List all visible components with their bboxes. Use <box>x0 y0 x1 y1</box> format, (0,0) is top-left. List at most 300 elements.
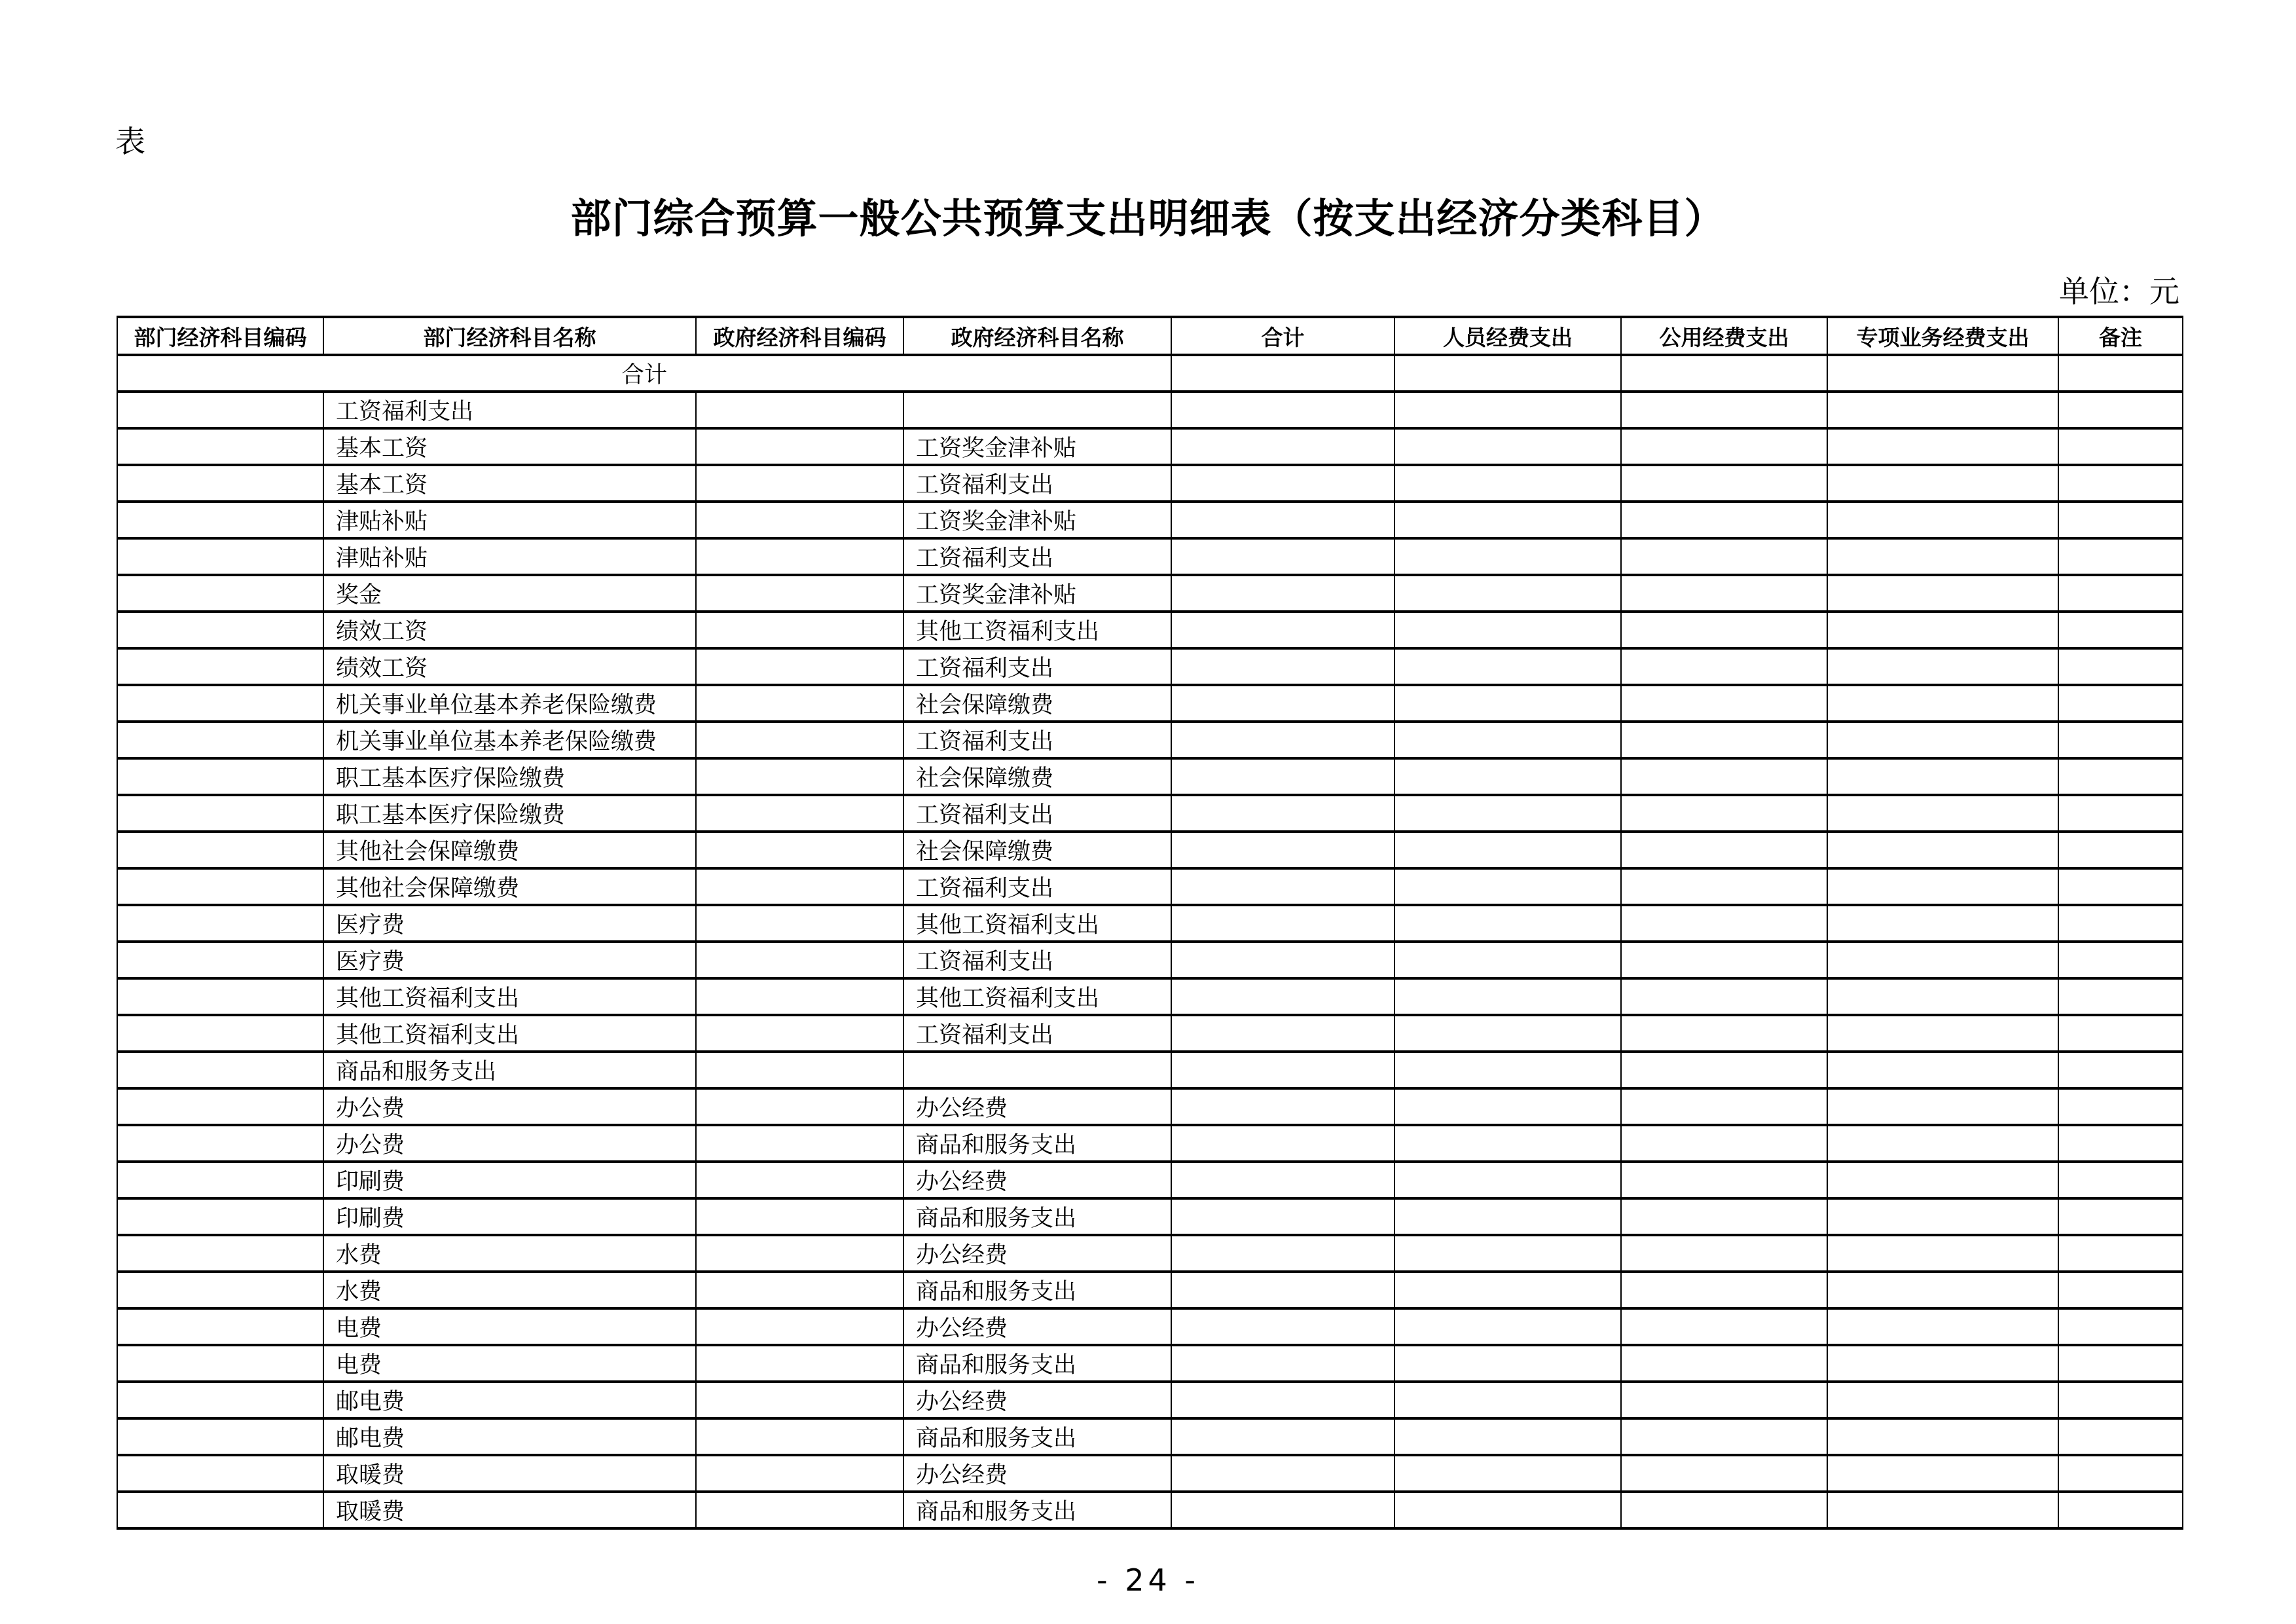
dept-name-cell: 其他社会保障缴费 <box>323 832 696 868</box>
public-expense-cell <box>1621 722 1827 758</box>
remark-cell <box>2058 942 2183 978</box>
gov-code-cell <box>696 1088 903 1125</box>
personnel-expense-cell <box>1394 612 1621 648</box>
gov-name-cell: 办公经费 <box>903 1235 1171 1272</box>
table-row <box>117 1088 2183 1125</box>
personnel-expense-cell <box>1394 685 1621 722</box>
personnel-expense-cell <box>1394 1382 1621 1418</box>
dept-code-cell <box>117 685 323 722</box>
public-expense-header: 公用经费支出 <box>1621 317 1827 355</box>
special-expense-cell <box>1827 868 2058 905</box>
table-row <box>117 1455 2183 1492</box>
total-amount-cell <box>1171 1052 1394 1088</box>
dept-code-cell <box>117 1162 323 1198</box>
personnel-expense-cell <box>1394 1162 1621 1198</box>
public-expense-cell <box>1621 428 1827 465</box>
dept-code-cell <box>117 942 323 978</box>
gov-name-cell: 社会保障缴费 <box>903 832 1171 868</box>
remark-header: 备注 <box>2058 317 2183 355</box>
total-amount-cell <box>1171 1455 1394 1492</box>
table-row <box>117 502 2183 538</box>
special-expense-cell <box>1827 758 2058 795</box>
remark-cell <box>2058 905 2183 942</box>
special-expense-cell <box>1827 1015 2058 1052</box>
remark-cell <box>2058 1088 2183 1125</box>
personnel-expense-cell <box>1394 1198 1621 1235</box>
personnel-expense-cell <box>1394 1125 1621 1162</box>
dept-name-cell: 机关事业单位基本养老保险缴费 <box>323 722 696 758</box>
dept-code-cell <box>117 392 323 428</box>
public-expense-cell <box>1621 1455 1827 1492</box>
table-row <box>117 1125 2183 1162</box>
table-row <box>117 868 2183 905</box>
dept-code-cell <box>117 538 323 575</box>
remark-cell <box>2058 1492 2183 1528</box>
remark-cell <box>2058 355 2183 392</box>
dept-code-cell <box>117 722 323 758</box>
public-expense-cell <box>1621 1125 1827 1162</box>
public-expense-cell <box>1621 942 1827 978</box>
special-expense-header: 专项业务经费支出 <box>1827 317 2058 355</box>
total-amount-cell <box>1171 1015 1394 1052</box>
total-amount-cell <box>1171 465 1394 502</box>
dept-code-header: 部门经济科目编码 <box>117 317 323 355</box>
gov-code-cell <box>696 575 903 612</box>
public-expense-cell <box>1621 648 1827 685</box>
personnel-expense-cell <box>1394 978 1621 1015</box>
public-expense-cell <box>1621 832 1827 868</box>
dept-code-cell <box>117 795 323 832</box>
remark-cell <box>2058 868 2183 905</box>
table-row <box>117 392 2183 428</box>
remark-cell <box>2058 1345 2183 1382</box>
table-row <box>117 978 2183 1015</box>
table-row <box>117 905 2183 942</box>
table-row <box>117 1272 2183 1308</box>
total-amount-cell <box>1171 978 1394 1015</box>
gov-name-cell: 办公经费 <box>903 1162 1171 1198</box>
dept-code-cell <box>117 1345 323 1382</box>
total-label-cell: 合计 <box>117 355 1171 392</box>
table-row <box>117 758 2183 795</box>
dept-code-cell <box>117 1125 323 1162</box>
special-expense-cell <box>1827 1162 2058 1198</box>
page-number: - 24 - <box>1097 1562 1199 1598</box>
total-amount-cell <box>1171 795 1394 832</box>
special-expense-cell <box>1827 1198 2058 1235</box>
special-expense-cell <box>1827 1345 2058 1382</box>
dept-name-cell: 印刷费 <box>323 1162 696 1198</box>
dept-name-cell: 基本工资 <box>323 428 696 465</box>
special-expense-cell <box>1827 392 2058 428</box>
special-expense-cell <box>1827 575 2058 612</box>
personnel-expense-cell <box>1394 942 1621 978</box>
dept-code-cell <box>117 428 323 465</box>
special-expense-cell <box>1827 832 2058 868</box>
gov-code-cell <box>696 795 903 832</box>
public-expense-cell <box>1621 502 1827 538</box>
total-amount-cell <box>1171 1088 1394 1125</box>
table-row <box>117 428 2183 465</box>
table-row <box>117 1308 2183 1345</box>
special-expense-cell <box>1827 1455 2058 1492</box>
table-row <box>117 685 2183 722</box>
gov-name-cell: 商品和服务支出 <box>903 1492 1171 1528</box>
special-expense-cell <box>1827 685 2058 722</box>
gov-name-cell: 工资福利支出 <box>903 868 1171 905</box>
dept-name-cell: 办公费 <box>323 1125 696 1162</box>
dept-name-cell: 津贴补贴 <box>323 502 696 538</box>
table-row <box>117 1015 2183 1052</box>
gov-code-cell <box>696 612 903 648</box>
public-expense-cell <box>1621 978 1827 1015</box>
remark-cell <box>2058 392 2183 428</box>
public-expense-cell <box>1621 758 1827 795</box>
dept-name-cell: 邮电费 <box>323 1382 696 1418</box>
total-row <box>117 355 2183 392</box>
gov-name-cell: 商品和服务支出 <box>903 1198 1171 1235</box>
personnel-expense-cell <box>1394 1235 1621 1272</box>
gov-name-cell: 工资福利支出 <box>903 1015 1171 1052</box>
total-amount-cell <box>1171 1235 1394 1272</box>
dept-name-cell: 其他工资福利支出 <box>323 978 696 1015</box>
total-amount-cell <box>1171 942 1394 978</box>
budget-table <box>117 316 2183 1530</box>
dept-code-cell <box>117 1308 323 1345</box>
table-row <box>117 465 2183 502</box>
dept-name-cell: 其他社会保障缴费 <box>323 868 696 905</box>
special-expense-cell <box>1827 1125 2058 1162</box>
remark-cell <box>2058 1455 2183 1492</box>
remark-cell <box>2058 685 2183 722</box>
public-expense-cell <box>1621 795 1827 832</box>
dept-name-cell: 取暖费 <box>323 1455 696 1492</box>
gov-name-cell: 商品和服务支出 <box>903 1125 1171 1162</box>
dept-name-cell: 工资福利支出 <box>323 392 696 428</box>
total-amount-cell <box>1171 502 1394 538</box>
dept-code-cell <box>117 575 323 612</box>
dept-code-cell <box>117 1235 323 1272</box>
public-expense-cell <box>1621 1418 1827 1455</box>
personnel-expense-cell <box>1394 465 1621 502</box>
table-row <box>117 1162 2183 1198</box>
total-amount-cell <box>1171 722 1394 758</box>
gov-name-cell: 其他工资福利支出 <box>903 978 1171 1015</box>
total-amount-cell <box>1171 575 1394 612</box>
gov-code-cell <box>696 1308 903 1345</box>
personnel-expense-cell <box>1394 1052 1621 1088</box>
special-expense-cell <box>1827 942 2058 978</box>
dept-code-cell <box>117 758 323 795</box>
gov-code-cell <box>696 758 903 795</box>
personnel-expense-cell <box>1394 1492 1621 1528</box>
special-expense-cell <box>1827 1492 2058 1528</box>
personnel-expense-cell <box>1394 1088 1621 1125</box>
personnel-expense-cell <box>1394 428 1621 465</box>
gov-name-cell: 办公经费 <box>903 1455 1171 1492</box>
dept-name-cell: 水费 <box>323 1235 696 1272</box>
table-row <box>117 795 2183 832</box>
special-expense-cell <box>1827 355 2058 392</box>
special-expense-cell <box>1827 1272 2058 1308</box>
public-expense-cell <box>1621 355 1827 392</box>
remark-cell <box>2058 1308 2183 1345</box>
total-amount-cell <box>1171 1272 1394 1308</box>
personnel-expense-cell <box>1394 355 1621 392</box>
table-row <box>117 1345 2183 1382</box>
gov-name-header: 政府经济科目名称 <box>903 317 1171 355</box>
total-amount-cell <box>1171 685 1394 722</box>
personnel-expense-cell <box>1394 1015 1621 1052</box>
gov-name-cell: 工资福利支出 <box>903 942 1171 978</box>
public-expense-cell <box>1621 1235 1827 1272</box>
table-row <box>117 722 2183 758</box>
gov-name-cell: 商品和服务支出 <box>903 1345 1171 1382</box>
total-amount-cell <box>1171 832 1394 868</box>
public-expense-cell <box>1621 612 1827 648</box>
total-amount-cell <box>1171 1308 1394 1345</box>
total-amount-cell <box>1171 355 1394 392</box>
dept-name-cell: 水费 <box>323 1272 696 1308</box>
personnel-expense-cell <box>1394 795 1621 832</box>
dept-code-cell <box>117 465 323 502</box>
remark-cell <box>2058 1272 2183 1308</box>
gov-name-cell <box>903 1052 1171 1088</box>
remark-cell <box>2058 722 2183 758</box>
gov-name-cell: 办公经费 <box>903 1308 1171 1345</box>
dept-name-cell: 邮电费 <box>323 1418 696 1455</box>
dept-name-cell: 印刷费 <box>323 1198 696 1235</box>
remark-cell <box>2058 1052 2183 1088</box>
remark-cell <box>2058 648 2183 685</box>
gov-code-cell <box>696 1272 903 1308</box>
gov-name-cell: 工资福利支出 <box>903 795 1171 832</box>
special-expense-cell <box>1827 905 2058 942</box>
special-expense-cell <box>1827 648 2058 685</box>
personnel-expense-cell <box>1394 1345 1621 1382</box>
dept-name-cell: 取暖费 <box>323 1492 696 1528</box>
remark-cell <box>2058 1125 2183 1162</box>
public-expense-cell <box>1621 1492 1827 1528</box>
special-expense-cell <box>1827 538 2058 575</box>
gov-name-cell: 工资福利支出 <box>903 722 1171 758</box>
gov-code-cell <box>696 502 903 538</box>
personnel-expense-cell <box>1394 758 1621 795</box>
total-amount-cell <box>1171 905 1394 942</box>
gov-name-cell: 办公经费 <box>903 1382 1171 1418</box>
personnel-expense-cell <box>1394 722 1621 758</box>
gov-name-cell: 社会保障缴费 <box>903 758 1171 795</box>
gov-code-cell <box>696 392 903 428</box>
public-expense-cell <box>1621 905 1827 942</box>
remark-cell <box>2058 1162 2183 1198</box>
gov-name-cell <box>903 392 1171 428</box>
special-expense-cell <box>1827 795 2058 832</box>
table-row <box>117 1198 2183 1235</box>
remark-cell <box>2058 1015 2183 1052</box>
gov-code-header: 政府经济科目编码 <box>696 317 903 355</box>
public-expense-cell <box>1621 465 1827 502</box>
gov-code-cell <box>696 868 903 905</box>
gov-name-cell: 商品和服务支出 <box>903 1418 1171 1455</box>
public-expense-cell <box>1621 1198 1827 1235</box>
personnel-expense-cell <box>1394 1272 1621 1308</box>
personnel-expense-cell <box>1394 538 1621 575</box>
dept-name-cell: 绩效工资 <box>323 612 696 648</box>
remark-cell <box>2058 1198 2183 1235</box>
remark-cell <box>2058 575 2183 612</box>
dept-code-cell <box>117 832 323 868</box>
public-expense-cell <box>1621 1015 1827 1052</box>
unit-label: 单位：元 <box>2059 275 2179 308</box>
total-amount-cell <box>1171 428 1394 465</box>
dept-name-cell: 办公费 <box>323 1088 696 1125</box>
remark-cell <box>2058 1382 2183 1418</box>
dept-code-cell <box>117 1492 323 1528</box>
special-expense-cell <box>1827 1308 2058 1345</box>
total-amount-cell <box>1171 538 1394 575</box>
remark-cell <box>2058 795 2183 832</box>
table-row <box>117 538 2183 575</box>
dept-name-cell: 基本工资 <box>323 465 696 502</box>
gov-name-cell: 工资奖金津补贴 <box>903 502 1171 538</box>
special-expense-cell <box>1827 1052 2058 1088</box>
table-row <box>117 1492 2183 1528</box>
dept-code-cell <box>117 905 323 942</box>
special-expense-cell <box>1827 978 2058 1015</box>
personnel-expense-cell <box>1394 1308 1621 1345</box>
gov-code-cell <box>696 1418 903 1455</box>
special-expense-cell <box>1827 1235 2058 1272</box>
dept-name-cell: 职工基本医疗保险缴费 <box>323 758 696 795</box>
gov-code-cell <box>696 648 903 685</box>
gov-code-cell <box>696 1162 903 1198</box>
dept-name-cell: 商品和服务支出 <box>323 1052 696 1088</box>
gov-name-cell: 工资奖金津补贴 <box>903 575 1171 612</box>
dept-code-cell <box>117 1455 323 1492</box>
special-expense-cell <box>1827 1418 2058 1455</box>
table-row <box>117 832 2183 868</box>
table-row <box>117 942 2183 978</box>
gov-code-cell <box>696 1198 903 1235</box>
gov-code-cell <box>696 722 903 758</box>
dept-code-cell <box>117 1418 323 1455</box>
dept-name-cell: 绩效工资 <box>323 648 696 685</box>
dept-name-header: 部门经济科目名称 <box>323 317 696 355</box>
gov-code-cell <box>696 1052 903 1088</box>
special-expense-cell <box>1827 1382 2058 1418</box>
dept-name-cell: 电费 <box>323 1345 696 1382</box>
gov-code-cell <box>696 905 903 942</box>
gov-code-cell <box>696 1492 903 1528</box>
public-expense-cell <box>1621 685 1827 722</box>
gov-code-cell <box>696 1235 903 1272</box>
table-row <box>117 1052 2183 1088</box>
total-amount-cell <box>1171 1382 1394 1418</box>
public-expense-cell <box>1621 1345 1827 1382</box>
dept-name-cell: 医疗费 <box>323 905 696 942</box>
public-expense-cell <box>1621 1272 1827 1308</box>
dept-code-cell <box>117 978 323 1015</box>
public-expense-cell <box>1621 1052 1827 1088</box>
personnel-expense-cell <box>1394 868 1621 905</box>
public-expense-cell <box>1621 1162 1827 1198</box>
total-amount-cell <box>1171 648 1394 685</box>
personnel-expense-header: 人员经费支出 <box>1394 317 1621 355</box>
public-expense-cell <box>1621 392 1827 428</box>
remark-cell <box>2058 978 2183 1015</box>
table-row <box>117 1235 2183 1272</box>
corner-table-label: 表 <box>115 125 145 158</box>
table-row <box>117 575 2183 612</box>
gov-name-cell: 工资福利支出 <box>903 538 1171 575</box>
special-expense-cell <box>1827 612 2058 648</box>
personnel-expense-cell <box>1394 832 1621 868</box>
personnel-expense-cell <box>1394 392 1621 428</box>
gov-name-cell: 商品和服务支出 <box>903 1272 1171 1308</box>
gov-name-cell: 办公经费 <box>903 1088 1171 1125</box>
table-row <box>117 1382 2183 1418</box>
total-amount-cell <box>1171 1125 1394 1162</box>
gov-code-cell <box>696 1015 903 1052</box>
remark-cell <box>2058 832 2183 868</box>
dept-code-cell <box>117 1052 323 1088</box>
table-row <box>117 612 2183 648</box>
gov-code-cell <box>696 978 903 1015</box>
gov-name-cell: 工资奖金津补贴 <box>903 428 1171 465</box>
remark-cell <box>2058 538 2183 575</box>
public-expense-cell <box>1621 538 1827 575</box>
dept-name-cell: 电费 <box>323 1308 696 1345</box>
gov-code-cell <box>696 1345 903 1382</box>
public-expense-cell <box>1621 868 1827 905</box>
dept-name-cell: 奖金 <box>323 575 696 612</box>
gov-code-cell <box>696 538 903 575</box>
dept-code-cell <box>117 868 323 905</box>
total-amount-cell <box>1171 1198 1394 1235</box>
special-expense-cell <box>1827 722 2058 758</box>
total-header: 合计 <box>1171 317 1394 355</box>
remark-cell <box>2058 465 2183 502</box>
gov-name-cell: 工资福利支出 <box>903 648 1171 685</box>
table-row <box>117 1418 2183 1455</box>
gov-name-cell: 社会保障缴费 <box>903 685 1171 722</box>
total-amount-cell <box>1171 392 1394 428</box>
dept-name-cell: 医疗费 <box>323 942 696 978</box>
gov-code-cell <box>696 1125 903 1162</box>
dept-code-cell <box>117 1088 323 1125</box>
public-expense-cell <box>1621 1308 1827 1345</box>
dept-code-cell <box>117 1272 323 1308</box>
dept-code-cell <box>117 648 323 685</box>
total-amount-cell <box>1171 1162 1394 1198</box>
special-expense-cell <box>1827 502 2058 538</box>
personnel-expense-cell <box>1394 905 1621 942</box>
special-expense-cell <box>1827 428 2058 465</box>
remark-cell <box>2058 1235 2183 1272</box>
remark-cell <box>2058 502 2183 538</box>
personnel-expense-cell <box>1394 1418 1621 1455</box>
special-expense-cell <box>1827 465 2058 502</box>
gov-name-cell: 其他工资福利支出 <box>903 905 1171 942</box>
dept-code-cell <box>117 502 323 538</box>
dept-code-cell <box>117 1015 323 1052</box>
special-expense-cell <box>1827 1088 2058 1125</box>
gov-code-cell <box>696 465 903 502</box>
dept-name-cell: 机关事业单位基本养老保险缴费 <box>323 685 696 722</box>
dept-name-cell: 其他工资福利支出 <box>323 1015 696 1052</box>
page-title: 部门综合预算一般公共预算支出明细表（按支出经济分类科目） <box>570 197 1726 242</box>
